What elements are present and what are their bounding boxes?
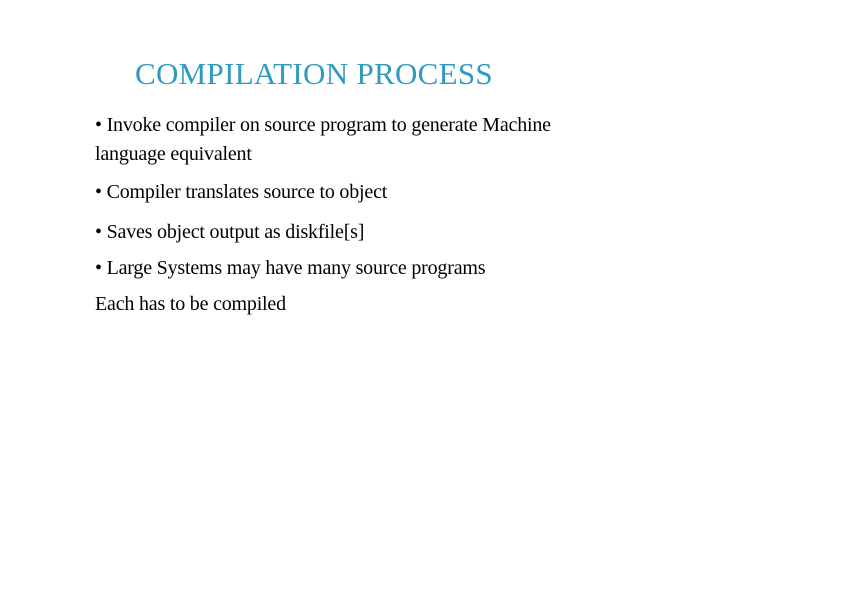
bullet-invoke-compiler: • Invoke compiler on source program to generate Machine (95, 114, 551, 136)
bullet-saves-object-output: • Saves object output as diskfile[s] (95, 221, 365, 243)
bullet-compiler-translates: • Compiler translates source to object (95, 181, 388, 203)
slide-title: COMPILATION PROCESS (135, 56, 493, 91)
note-each-compiled: Each has to be compiled (95, 293, 286, 315)
bullet-large-systems: • Large Systems may have many source programs (95, 257, 486, 279)
bullet-invoke-compiler-continued: language equivalent (95, 143, 252, 165)
